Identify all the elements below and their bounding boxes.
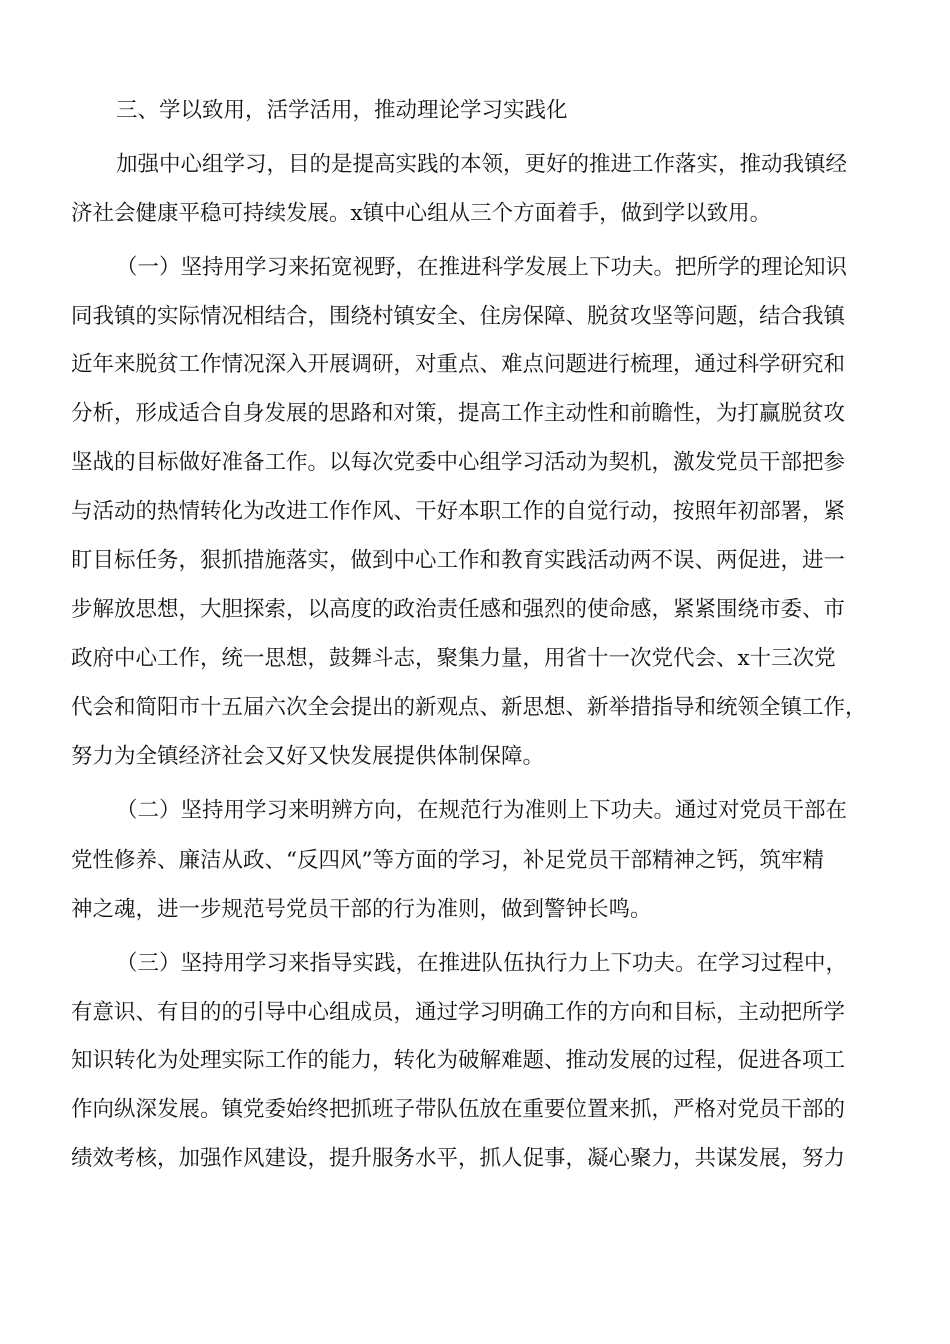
- paragraph-line: 神之魂，进一步规范号党员干部的行为准则，做到警钟长鸣。: [71, 897, 652, 922]
- paragraph-line: 加强中心组学习，目的是提高实践的本领，更好的推进工作落实，推动我镇经: [116, 152, 848, 177]
- paragraph-line: 有意识、有目的的引导中心组成员，通过学习明确工作的方向和目标，主动把所学: [71, 1000, 846, 1025]
- paragraph-line: 步解放思想，大胆探索，以高度的政治责任感和强烈的使命感，紧紧围绕市委、市: [71, 597, 846, 622]
- paragraph-line: 努力为全镇经济社会又好又快发展提供体制保障。: [71, 744, 545, 769]
- paragraph-line: （一）坚持用学习来拓宽视野，在推进科学发展上下功夫。把所学的理论知识: [116, 255, 848, 280]
- paragraph-line: 作向纵深发展。镇党委始终把抓班子带队伍放在重要位置来抓，严格对党员干部的: [71, 1097, 846, 1122]
- paragraph-line: 代会和简阳市十五届六次全会提出的新观点、新思想、新举措指导和统领全镇工作，: [71, 695, 867, 720]
- paragraph-line: 同我镇的实际情况相结合，围绕村镇安全、住房保障、脱贫攻坚等问题，结合我镇: [71, 304, 846, 329]
- paragraph-line: 党性修养、廉洁从政、“反四风”等方面的学习，补足党员干部精神之钙，筑牢精: [71, 848, 824, 873]
- paragraph-line: 盯目标任务，狠抓措施落实，做到中心工作和教育实践活动两不误、两促进，进一: [71, 548, 846, 573]
- section-heading: 三、学以致用，活学活用，推动理论学习实践化: [116, 98, 568, 123]
- paragraph-line: （二）坚持用学习来明辨方向，在规范行为准则上下功夫。通过对党员干部在: [116, 798, 848, 823]
- paragraph-line: 坚战的目标做好准备工作。以每次党委中心组学习活动为契机，激发党员干部把参: [71, 450, 846, 475]
- paragraph-line: 与活动的热情转化为改进工作作风、干好本职工作的自觉行动，按照年初部署，紧: [71, 499, 846, 524]
- paragraph-line: 济社会健康平稳可持续发展。x镇中心组从三个方面着手，做到学以致用。: [71, 201, 772, 226]
- paragraph-line: 近年来脱贫工作情况深入开展调研，对重点、难点问题进行梳理，通过科学研究和: [71, 352, 846, 377]
- paragraph-line: （三）坚持用学习来指导实践，在推进队伍执行力上下功夫。在学习过程中，: [116, 951, 848, 976]
- paragraph-line: 分析，形成适合自身发展的思路和对策，提高工作主动性和前瞻性，为打赢脱贫攻: [71, 401, 846, 426]
- paragraph-line: 政府中心工作，统一思想，鼓舞斗志，聚集力量，用省十一次党代会、x十三次党: [71, 646, 836, 671]
- paragraph-line: 绩效考核，加强作风建设，提升服务水平，抓人促事，凝心聚力，共谋发展，努力: [71, 1146, 846, 1171]
- paragraph-line: 知识转化为处理实际工作的能力，转化为破解难题、推动发展的过程，促进各项工: [71, 1048, 846, 1073]
